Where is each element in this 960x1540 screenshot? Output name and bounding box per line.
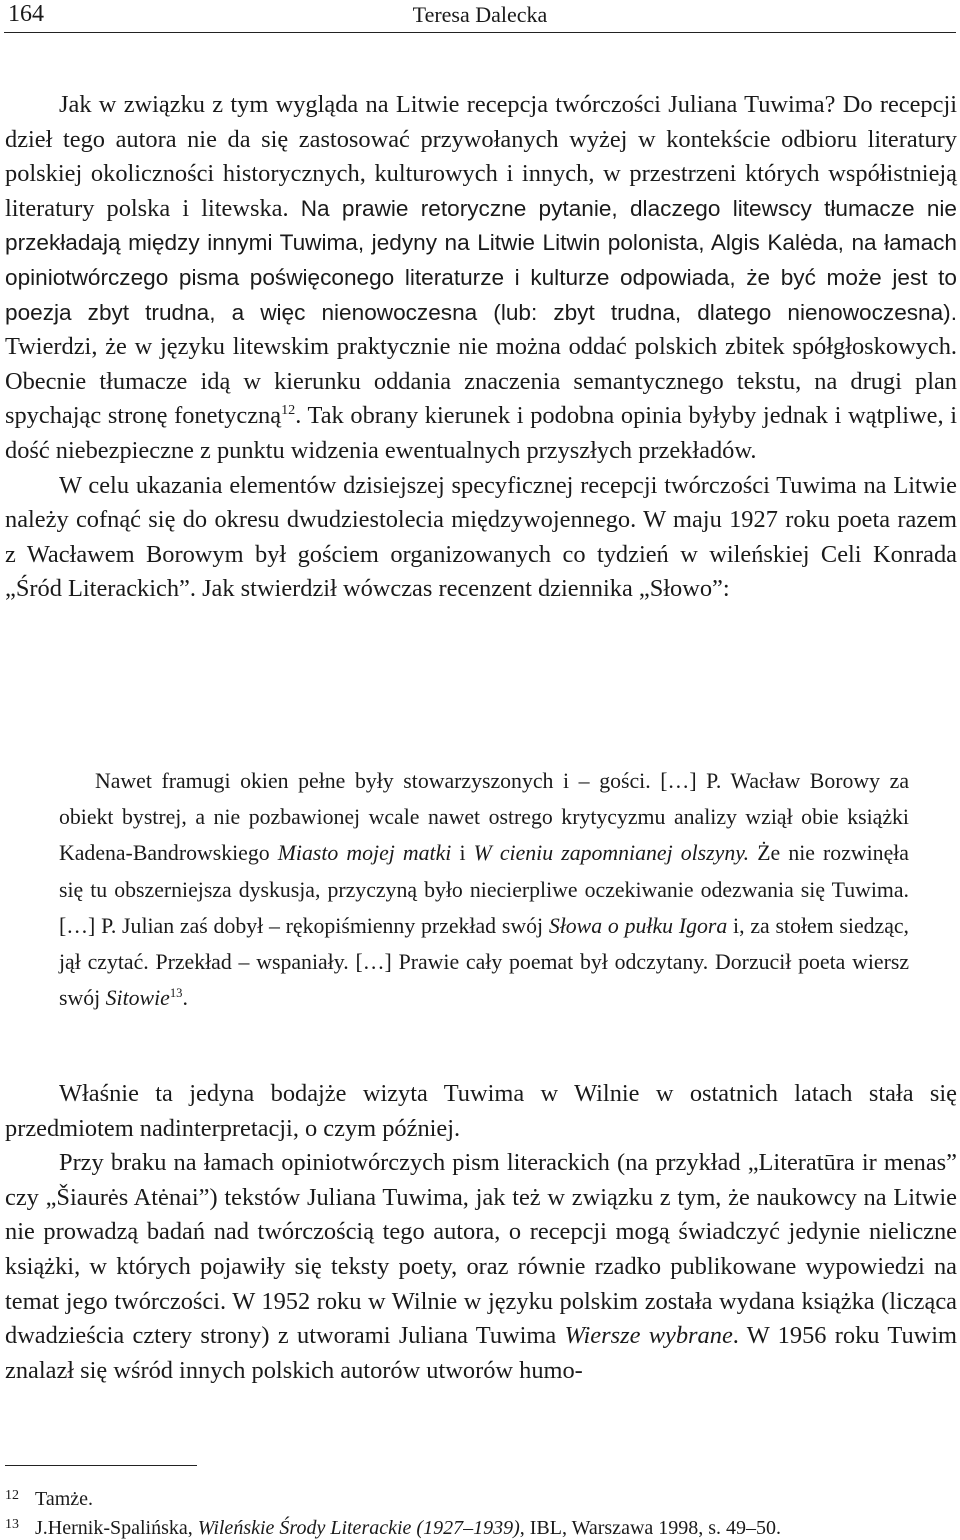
text-run: Przy braku na łamach opiniotwórczych pism literackich (na przykład „Literatūra ir menas” czy „Šiaurės Atėnai”) tekstów Juliana Tuwima, jak też w związku z tym, że naukowcy na Litwie nie prowadzą badań nad twórczością tego autora, o recepcji mogą świadczyć jedynie nieliczne książki, w których pojawiły się teksty poety, oraz równie rzadko publikowane wypowiedzi na temat jego twórczości. W 1952 roku w Wilnie w języku polskim została wydana książka (licząca dwadzieścia cztery strony) z utworami Juliana Tuwima (5, 1149, 957, 1350)
footnote-separator (5, 1465, 197, 1466)
main-body-text (5, 88, 957, 607)
block-quote (59, 763, 909, 1016)
text-run: . (182, 986, 188, 1011)
footnote-number: 13 (5, 1517, 19, 1532)
running-header (4, 0, 956, 33)
text-run: Nawet framugi okien pełne były stowarzyszonych i – gości. […] P. Wacław Borowy za obiekt bystrej, a nie pozbawionej wcale nawet ostrego krytycyzmu analizy wziął obie książki Kadena-Bandrowskiego (59, 769, 909, 866)
paragraph (5, 1077, 957, 1146)
page-number: 164 (8, 1, 44, 27)
italic-title: W cieniu zapomnianej olszyny. (473, 841, 750, 866)
text-run: Na prawie retoryczne pytanie, dlaczego litewscy tłumacze nie przekładają między innymi Tuwima, jedyny na Litwie Litwin polonista, Algis Kalėda, na łamach opiniotwórczego pisma poświęconego literaturze i kulturze odpowiada, że być może jest to poezja zbyt trudna, a więc nienowoczesna (lub: zbyt trudna, dlatego nienowoczesna). (5, 195, 957, 325)
text-run: J.Hernik-Spalińska, (35, 1517, 198, 1539)
italic-title: Wiersze wybrane (564, 1322, 733, 1350)
footnote-reference: 12 (281, 402, 296, 419)
text-run: i (451, 841, 474, 866)
continuation-body-text (5, 1077, 957, 1388)
text-run: Że nie rozwinęła się tu obszerniejsza dyskusja, przyczyną było niecierpliwe oczekiwanie odezwania się Tuwima. […] P. Julian zaś dobył – rękopiśmienny przekład swój (59, 841, 909, 938)
italic-title: Miasto mojej matki (277, 841, 452, 866)
paragraph (5, 469, 957, 607)
italic-title: Sitowie (105, 986, 170, 1011)
quote-paragraph (59, 763, 909, 1016)
italic-title: Słowa o pułku Igora (548, 913, 728, 938)
text-run: Obecnie tłumacze idą w kierunku oddania znaczenia semantycznego tekstu, na drugi plan spychając stronę fonetyczną (5, 367, 957, 430)
text-run: Twierdzi, że w języku litewskim praktycznie nie można oddać polskich zbitek spółgłoskowych. (5, 333, 957, 361)
italic-title: Wileńskie Środy Literackie (1927–1939) (197, 1517, 520, 1539)
text-run: . Tak obrany kierunek i podobna opinia byłyby jednak i wątpliwe, i dość niebezpieczne z punktu widzenia ewentualnych przyszłych przekładów. (5, 402, 957, 464)
text-run: Tamże. (35, 1488, 94, 1510)
text-run: . W 1956 roku Tuwim znalazł się wśród innych polskich autorów utworów humo- (5, 1322, 957, 1384)
footnote-12 (5, 1484, 93, 1511)
footnote-13 (5, 1513, 781, 1540)
text-run: Jak w związku z tym wygląda na Litwie recepcja twórczości Juliana Tuwima? Do recepcji dzieł tego autora nie da się zastosować przywołanych wyżej w kontekście odbioru literatury polskiej okoliczności historycznych, kulturowych i innych, w przestrzeni których współistnieją literatury polska i litewska. (5, 91, 957, 222)
text-run: Właśnie ta jedyna bodajże wizyta Tuwima w Wilnie w ostatnich latach stała się przedmiotem nadinterpretacji, o czym później. (5, 1080, 957, 1142)
text-run: W celu ukazania elementów dzisiejszej specyficznej recepcji twórczości Tuwima na Litwie należy cofnąć się do okresu dwudziestolecia międzywojennego. W maju 1927 roku poeta razem z Wacławem Borowym był gościem organizowanych co tydzień w wileńskiej Celi Konrada „Śród Literackich”. Jak stwierdził wówczas recenzent dziennika „Słowo”: (5, 471, 957, 603)
paragraph (5, 88, 957, 469)
text-run: i, za stołem siedząc, jął czytać. Przekład – wspaniały. […] Prawie cały poemat był odczytany. Dorzucił poeta wiersz swój (59, 913, 910, 1011)
footnote-reference: 13 (169, 986, 183, 1001)
running-head-author: Teresa Dalecka (412, 2, 548, 27)
paragraph (5, 1146, 957, 1388)
text-run: , IBL, Warszawa 1998, s. 49–50. (519, 1517, 782, 1539)
footnote-number: 12 (5, 1488, 19, 1503)
